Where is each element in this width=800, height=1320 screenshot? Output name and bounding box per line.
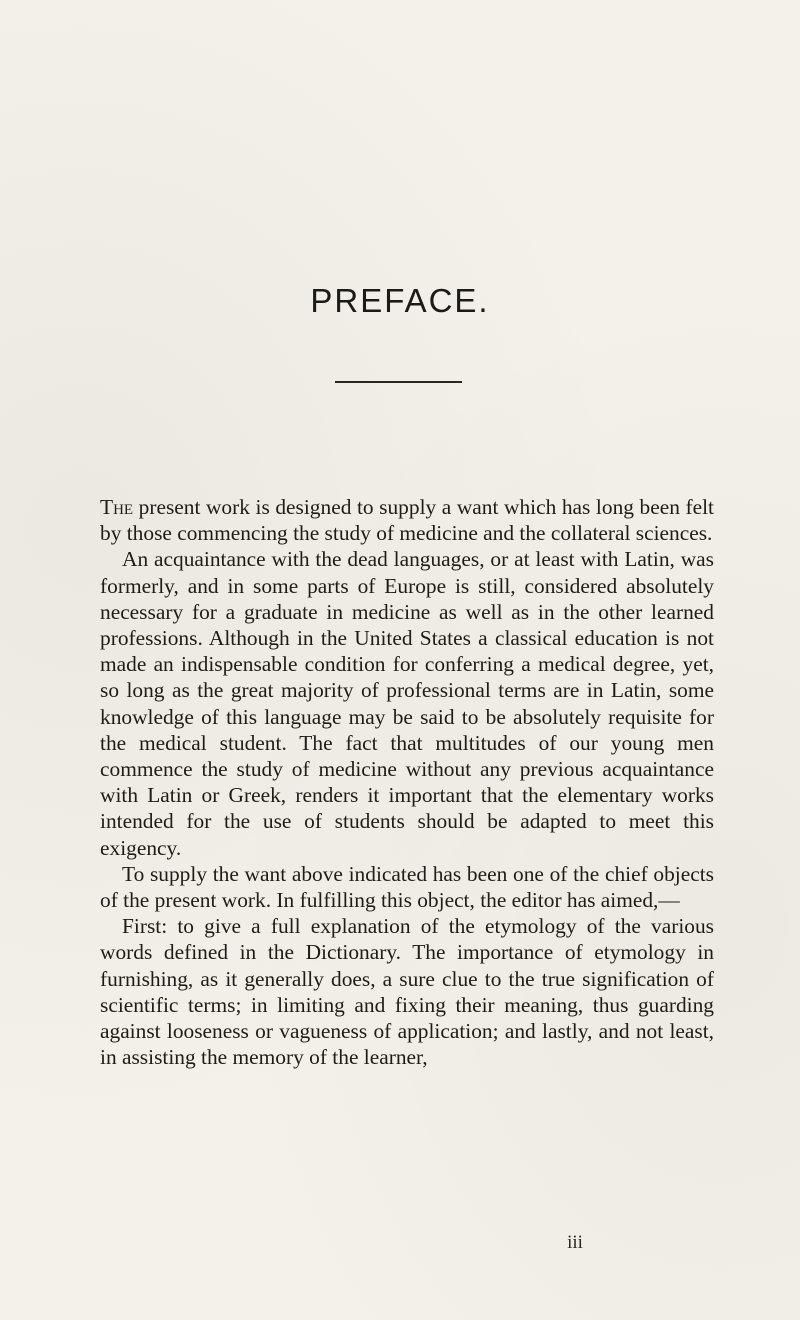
paragraph-text: An acquaintance with the dead languages, or at least with Latin, was formerly, and in some parts of Europe is still, considered absolutely necessary for a graduate in medicine as well as in the other learned professions. Although in the United States a classical education is not made an indispensable condition for conferring a medical degree, yet, so long as the great majority of professional terms are in Latin, some knowledge of this language may be said to be absolutely requisite for the medical student. The fact that multitudes of our young men commence the study of medicine without any previous acquaintance with Latin or Greek, renders it important that the elementary works intended for the use of students should be adapted to meet this exigency. — [100, 547, 714, 860]
page-number: iii — [567, 1232, 583, 1253]
paragraph-3 — [100, 861, 714, 913]
paragraph-text: present work is designed to supply a want which has long been felt by those commencing the study of medicine and the collateral sciences. — [100, 495, 714, 546]
preface-body — [100, 494, 714, 1070]
paragraph-2 — [100, 546, 714, 860]
paragraph-text: To supply the want above indicated has been one of the chief objects of the present work. In fulfilling this object, the editor has aimed,— — [100, 861, 714, 913]
lead-word: The — [100, 495, 134, 519]
page-title: PREFACE. — [310, 282, 490, 319]
paragraph-1 — [100, 494, 714, 546]
paragraph-4 — [100, 913, 714, 1070]
paragraph-text: First: to give a full explanation of the etymology of the various words defined in the Dictionary. The importance of etymology in furnishing, as it generally does, a sure clue to the true signification of scientific terms; in limiting and fixing their meaning, thus guarding against looseness or vagueness of application; and lastly, and not least, in assisting the memory of the learner, — [100, 914, 714, 1070]
title-divider — [335, 381, 462, 383]
